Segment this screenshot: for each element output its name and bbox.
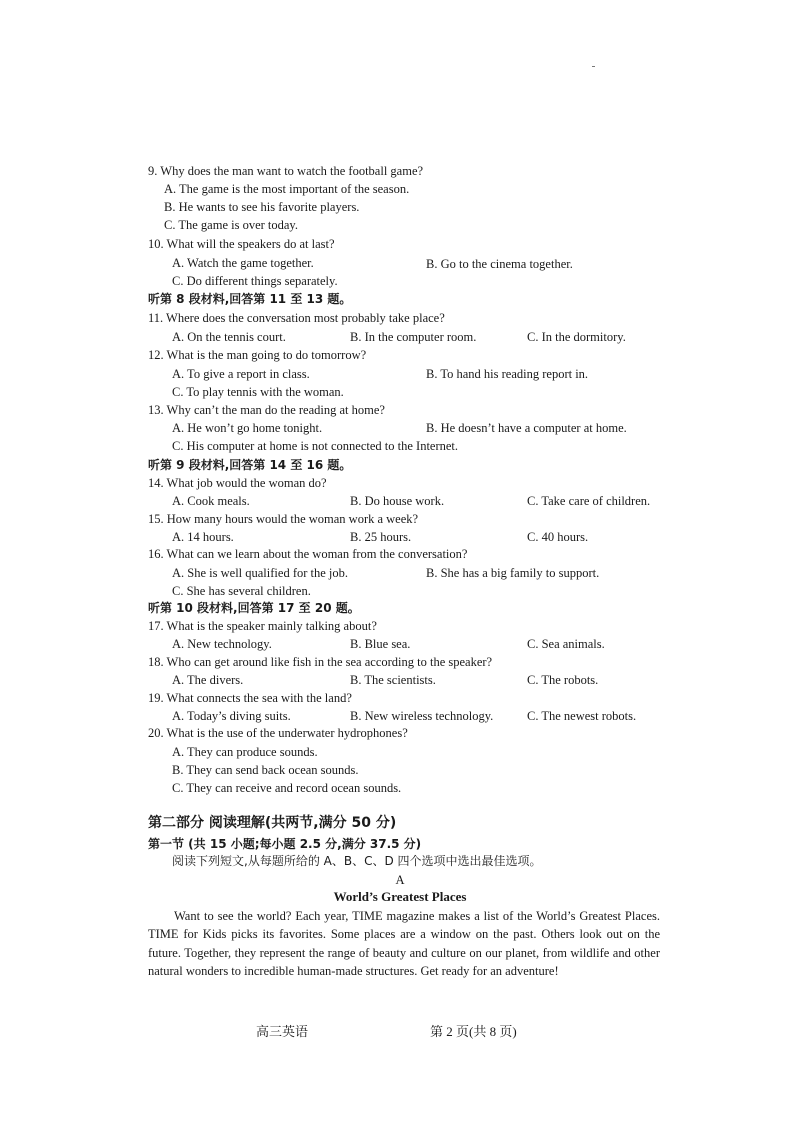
question-19-option-a: A. Today’s diving suits. (172, 709, 291, 723)
question-12-option-a: A. To give a report in class. (172, 367, 310, 381)
question-17-stem: 17. What is the speaker mainly talking about? (148, 619, 377, 633)
question-20-stem: 20. What is the use of the underwater hydrophones? (148, 726, 408, 740)
passage-title: World’s Greatest Places (333, 889, 467, 904)
question-18-option-c: C. The robots. (527, 673, 599, 687)
passage-letter: A (395, 873, 405, 887)
question-13-option-a: A. He won’t go home tonight. (172, 421, 323, 435)
question-17-option-c: C. Sea animals. (527, 637, 605, 651)
question-9-option-a: A. The game is the most important of the season. (164, 182, 410, 196)
question-9-option-b: B. He wants to see his favorite players. (164, 200, 360, 214)
question-16-option-b: B. She has a big family to support. (426, 566, 600, 580)
question-19-option-b: B. New wireless technology. (350, 709, 494, 723)
part-two-title: 第二部分 阅读理解(共两节,满分 50 分) (148, 815, 397, 831)
section-9-header: 听第 9 段材料,回答第 14 至 16 题。 (148, 458, 352, 472)
passage-paragraph: Want to see the world? Each year, TIME magazine makes a list of the World’s Greatest Places. TIME for Kids picks its favorites. Some places are a window on the past. Others look out on the future. Together, they represent the range of beauty and culture on our planet, from wildlife and other natural wonders to incredible human-made structures. Get ready for an adventure! (148, 909, 660, 978)
question-11-option-a: A. On the tennis court. (172, 330, 286, 344)
question-11-option-c: C. In the dormitory. (527, 330, 626, 344)
question-12-stem: 12. What is the man going to do tomorrow? (148, 348, 367, 362)
question-17-option-b: B. Blue sea. (350, 637, 411, 651)
footer-page-number: 第 2 页(共 8 页) (430, 1024, 517, 1039)
question-19-stem: 19. What connects the sea with the land? (148, 691, 352, 705)
question-10-option-b: B. Go to the cinema together. (426, 257, 573, 271)
question-20-option-c: C. They can receive and record ocean sounds. (172, 781, 402, 795)
question-10-stem: 10. What will the speakers do at last? (148, 237, 335, 251)
footer-subject: 高三英语 (256, 1024, 309, 1039)
question-14-option-a: A. Cook meals. (172, 494, 250, 508)
scan-speck (592, 66, 595, 67)
question-12-option-b: B. To hand his reading report in. (426, 367, 589, 381)
question-15-option-b: B. 25 hours. (350, 530, 412, 544)
question-18-option-b: B. The scientists. (350, 673, 436, 687)
question-16-option-c: C. She has several children. (172, 584, 311, 598)
question-12-option-c: C. To play tennis with the woman. (172, 385, 344, 399)
question-11-stem: 11. Where does the conversation most probably take place? (148, 311, 445, 325)
section-one-title: 第一节 (共 15 小题;每小题 2.5 分,满分 37.5 分) (148, 837, 422, 851)
section-10-header: 听第 10 段材料,回答第 17 至 20 题。 (148, 601, 360, 615)
question-10-option-c: C. Do different things separately. (172, 274, 338, 288)
question-20-option-b: B. They can send back ocean sounds. (172, 763, 359, 777)
question-14-stem: 14. What job would the woman do? (148, 476, 327, 490)
question-17-option-a: A. New technology. (172, 637, 272, 651)
question-14-option-b: B. Do house work. (350, 494, 445, 508)
question-13-stem: 13. Why can’t the man do the reading at home? (148, 403, 385, 417)
question-9-stem: 9. Why does the man want to watch the football game? (148, 164, 424, 178)
question-11-option-b: B. In the computer room. (350, 330, 477, 344)
question-14-option-c: C. Take care of children. (527, 494, 651, 508)
question-18-option-a: A. The divers. (172, 673, 244, 687)
question-13-option-b: B. He doesn’t have a computer at home. (426, 421, 627, 435)
question-15-option-a: A. 14 hours. (172, 530, 234, 544)
question-15-option-c: C. 40 hours. (527, 530, 589, 544)
question-13-option-c: C. His computer at home is not connected to the Internet. (172, 439, 459, 453)
question-19-option-c: C. The newest robots. (527, 709, 637, 723)
question-16-stem: 16. What can we learn about the woman from the conversation? (148, 547, 468, 561)
question-9-option-c: C. The game is over today. (164, 218, 298, 232)
question-10-option-a: A. Watch the game together. (172, 256, 314, 270)
reading-instruction: 阅读下列短文,从每题所给的 A、B、C、D 四个选项中选出最佳选项。 (172, 854, 542, 868)
section-8-header: 听第 8 段材料,回答第 11 至 13 题。 (148, 292, 352, 306)
question-20-option-a: A. They can produce sounds. (172, 745, 318, 759)
question-18-stem: 18. Who can get around like fish in the sea according to the speaker? (148, 655, 493, 669)
question-16-option-a: A. She is well qualified for the job. (172, 566, 349, 580)
question-15-stem: 15. How many hours would the woman work a week? (148, 512, 419, 526)
